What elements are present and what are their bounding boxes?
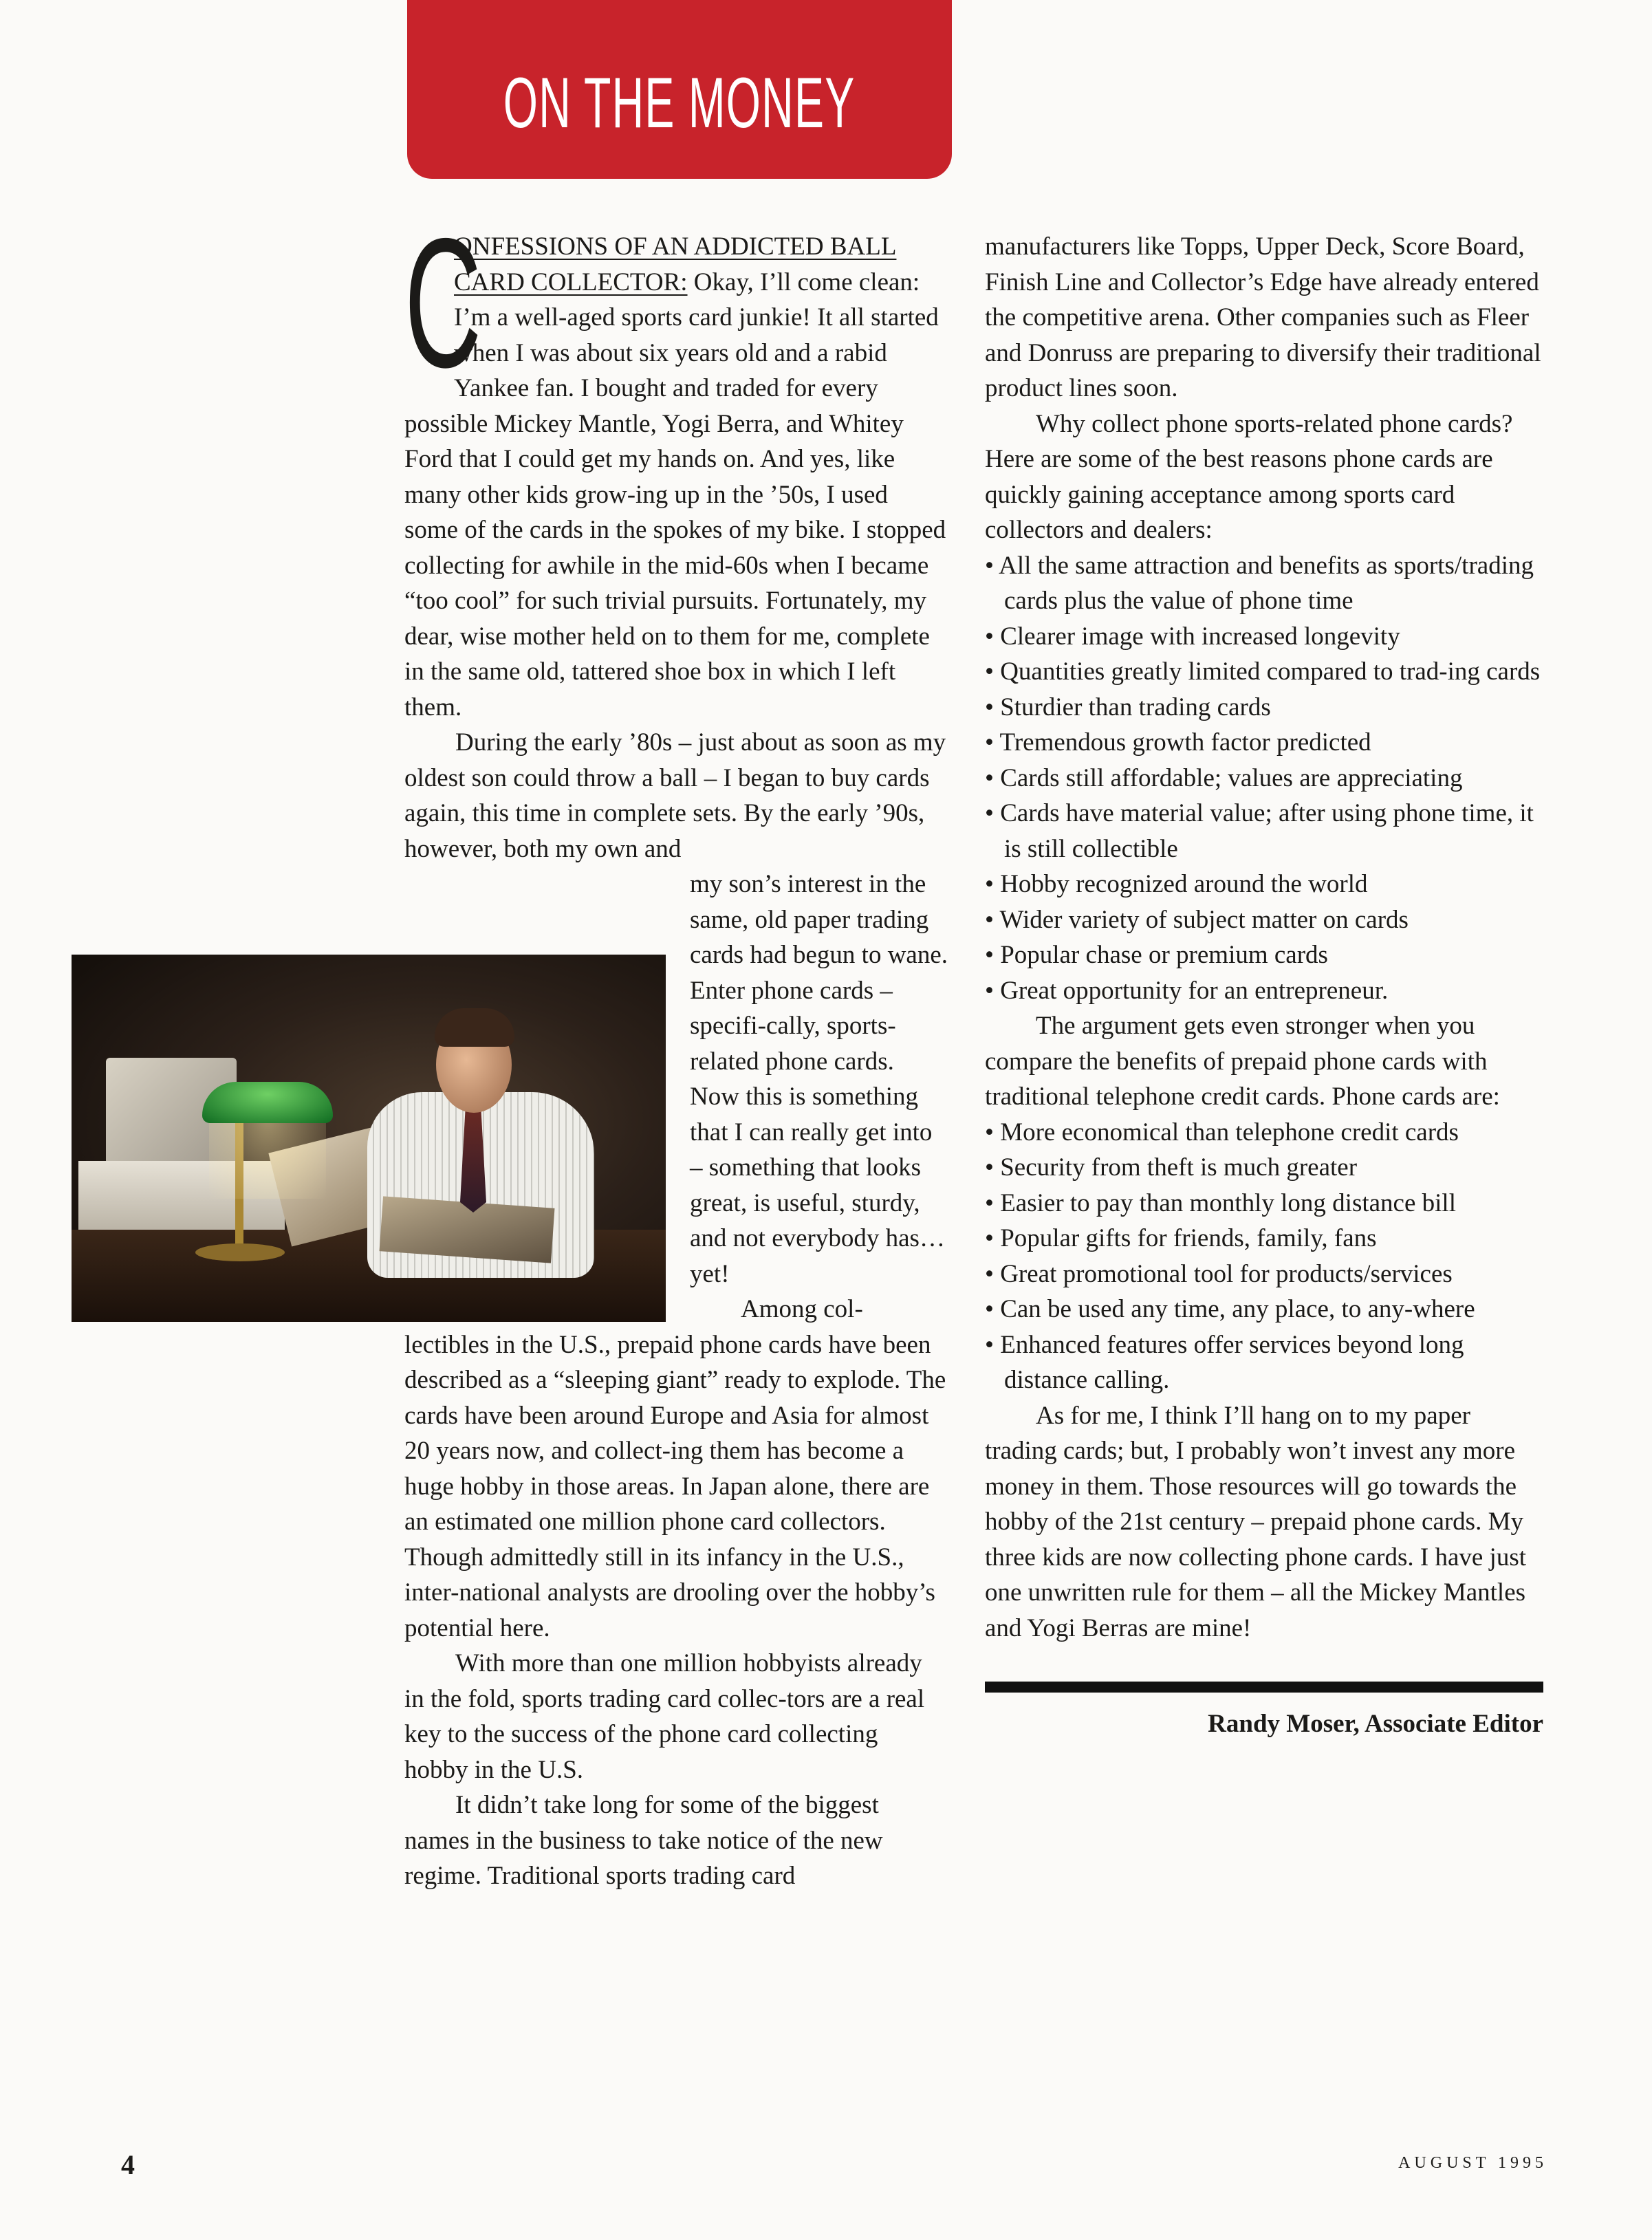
section-header-tab: [407, 0, 952, 179]
list-item: • Clearer image with increased longevity: [985, 622, 1400, 651]
article-right-column: [985, 229, 1543, 1742]
list-item: • Enhanced features offer services beyond long distance calling.: [985, 1330, 1464, 1394]
list-item: • Security from theft is much greater: [985, 1153, 1358, 1182]
drop-cap: C: [404, 199, 482, 406]
paragraph-why-collect: Why collect phone sports-related phone cards? Here are some of the best reasons phone cards are quickly gaining acceptance among sports card collectors and dealers:: [985, 409, 1513, 544]
list-item: • Popular gifts for friends, family, fans: [985, 1224, 1377, 1252]
list-item: • Great promotional tool for products/services: [985, 1259, 1453, 1288]
list-item: • Cards have material value; after using phone time, it is still collectible: [985, 799, 1534, 863]
author-signature: Randy Moser, Associate Editor: [1208, 1710, 1543, 1738]
paragraph-hobbyists: With more than one million hobbyists already in the fold, sports trading card collec-tors are a real key to the success of the phone card collecting hobby in the U.S.: [404, 1649, 925, 1784]
issue-date: AUGUST 1995: [1398, 2154, 1547, 2172]
lead-paragraph: [404, 199, 948, 725]
list-item: • Easier to pay than monthly long distance bill: [985, 1188, 1456, 1217]
list-item: • All the same attraction and benefits as sports/trading cards plus the value of phone time: [985, 551, 1534, 615]
list-item: • Tremendous growth factor predicted: [985, 728, 1371, 757]
list-item: • Can be used any time, any place, to any-where: [985, 1295, 1475, 1323]
list-item: • Popular chase or premium cards: [985, 941, 1328, 969]
article-left-column: [404, 199, 948, 1894]
photo-lamp-glow: [209, 1116, 326, 1199]
list-item: • Quantities greatly limited compared to trad-ing cards: [985, 657, 1541, 686]
paragraph-argument: The argument gets even stronger when you compare the benefits of prepaid phone cards with traditional telephone credit cards. Phone cards are:: [985, 1012, 1500, 1111]
list-item: • Sturdier than trading cards: [985, 693, 1271, 721]
list-item: • More economical than telephone credit cards: [985, 1118, 1459, 1146]
list-item: • Great opportunity for an entrepreneur.: [985, 976, 1389, 1005]
paragraph-conclusion: As for me, I think I’ll hang on to my paper trading cards; but, I probably won’t invest any more money in them. Those resources will go towards the hobby of the 21st century – prepaid phone cards. My three kids are now collecting phone cards. I have just one unwritten rule for them – all the Mickey Mantles and Yogi Berras are mine!: [985, 1401, 1527, 1642]
list-item: • Cards still affordable; values are appreciating: [985, 763, 1463, 792]
paragraph-among-collectibles: lectibles in the U.S., prepaid phone cards have been described as a “sleeping giant” ready to explode. The cards have been around Europe and Asia for almost 20 years now, and collect-ing them has become a huge hobby in those areas. In Japan alone, there are an estimated one million phone card collectors. Though admittedly still in its infancy in the U.S., inter-national analysts are drooling over the hobby’s potential here.: [404, 1330, 946, 1642]
page-number: 4: [121, 2149, 135, 2180]
lead-heading: ONFESSIONS OF AN ADDICTED BALL CARD COLLECTOR:: [454, 232, 897, 296]
benefits-list: [985, 1115, 1543, 1398]
text-beside-photo: [690, 867, 948, 1327]
section-title: ON THE MONEY: [503, 63, 856, 143]
list-item: • Wider variety of subject matter on cards: [985, 905, 1409, 934]
photo-lamp-base: [195, 1243, 285, 1261]
paragraph-sons-interest: my son’s interest in the same, old paper trading cards had begun to wane. Enter phone cards – specifi-cally, sports-related phone cards. Now this is something that I can really get into – something that looks great, is useful, sturdy, and not everybody has…yet!: [690, 870, 948, 1288]
paragraph-among-collectibles-start: Among col-: [741, 1295, 863, 1323]
lead-text: Okay, I’ll come clean: I’m a well-aged sports card junkie! It all started when I was about six years old and a rabid Yankee fan. I bought and traded for every possible Mickey Mantle, Yogi Berra, and Whitey Ford that I could get my hands on. And yes, like many other kids grow-ing up in the ’50s, I used some of the cards in the spokes of my bike. I stopped collecting for awhile in the mid-60s when I became “too cool” for such trivial pursuits. Fortunately, my dear, wise mother held on to them for me, complete in the same old, tattered shoe box in which I left them.: [404, 268, 946, 721]
paragraph-biggest-names: It didn’t take long for some of the biggest names in the business to take notice of the new regime. Traditional sports trading card: [404, 1791, 883, 1890]
reasons-list: [985, 548, 1543, 1009]
photo-green-lamp-icon: [202, 1082, 333, 1123]
list-item: • Hobby recognized around the world: [985, 870, 1368, 898]
signature-rule: [985, 1682, 1543, 1693]
paragraph-manufacturers: manufacturers like Topps, Upper Deck, Score Board, Finish Line and Collector’s Edge have already entered the competitive arena. Other companies such as Fleer and Donruss are preparing to diversify their traditional product lines soon.: [985, 232, 1541, 402]
paragraph-early-80s: During the early ’80s – just about as soon as my oldest son could throw a ball – I began to buy cards again, this time in complete sets. By the early ’90s, however, both my own and: [404, 728, 946, 863]
